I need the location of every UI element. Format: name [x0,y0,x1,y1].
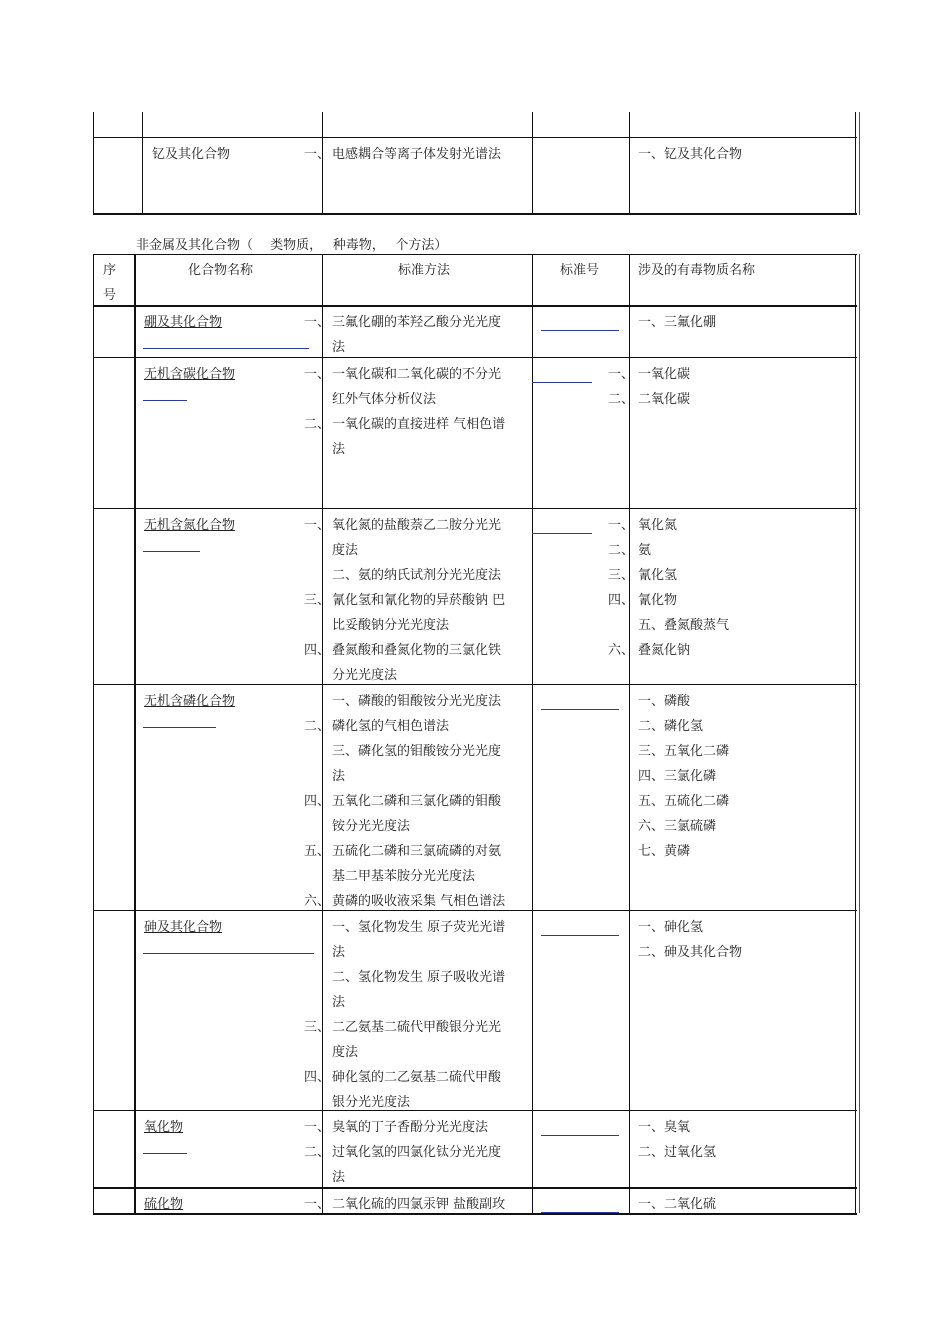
table-border [532,254,533,1213]
method-text: 分光光度法 [332,668,398,683]
standard-no-blank [532,533,592,534]
substance-text: 六、三氯硫磷 [638,819,717,834]
method-text: 叠氮酸和叠氮化物的三氯化铁 [332,643,502,658]
method-text: 一、氢化物发生 原子荧光光谱 [332,920,506,935]
method-prefix: 四、 [304,794,331,809]
method-text: 法 [332,945,346,960]
method-prefix: 一、 [304,1120,331,1135]
method-prefix: 三、 [304,593,331,608]
method-text: 比妥酸钠分光光度法 [332,618,450,633]
method-text: 二、氨的纳氏试剂分光光度法 [332,568,502,583]
substance-prefix: 六、 [608,643,635,658]
method-text: 度法 [332,543,359,558]
method-prefix: 四、 [304,643,331,658]
standard-no-blank [541,935,619,936]
header-standard-no: 标准号 [560,263,600,278]
table-border [142,112,143,215]
substance-prefix: 四、 [608,593,635,608]
compound-name: 无机含氮化合物 [144,518,236,533]
section-caption: 非金属及其化合物（ 类物质， 种毒物， 个方法） [136,238,448,253]
standard-no-blank [541,1135,619,1136]
method-text: 二、氢化物发生 原子吸收光谱 [332,970,506,985]
substance-text: 一、三氟化硼 [638,315,717,330]
method-prefix: 一、 [304,315,331,330]
method-text: 五氧化二磷和三氯化磷的钼酸 [332,794,502,809]
substance-text: 二氧化碳 [638,392,691,407]
method-text: 过氧化氢的四氯化钛分光光度 [332,1145,502,1160]
substance-text: 一、臭氧 [638,1120,691,1135]
compound-name: 硫化物 [144,1197,184,1212]
substance-text: 五、叠氮酸蒸气 [638,618,730,633]
method-prefix: 三、 [304,1020,331,1035]
method-text: 法 [332,1170,346,1185]
substance-prefix: 二、 [608,392,635,407]
method-prefix: 一、 [304,1197,331,1212]
method-text: 基二甲基苯胺分光光度法 [332,869,476,884]
substance-text: 一、磷酸 [638,694,691,709]
table-border [93,305,857,307]
substance-text: 一氧化碳 [638,367,691,382]
method-text: 臭氧的丁子香酚分光光度法 [332,1120,489,1135]
method-prefix: 二、 [304,1145,331,1160]
substance-text: 叠氮化钠 [638,643,691,658]
standard-no-blank [532,382,592,383]
substance-text: 四、三氯化磷 [638,769,717,784]
method-text: 法 [332,442,346,457]
method-text: 电感耦合等离子体发射光谱法 [332,147,502,162]
table-border [93,1110,857,1111]
compound-underline [143,1153,187,1154]
substance-text: 一、钇及其化合物 [638,147,743,162]
method-text: 磷化氢的气相色谱法 [332,719,450,734]
table-border [93,213,857,215]
standard-no-blank [541,709,619,710]
method-prefix: 二、 [304,719,331,734]
table-border [532,112,533,215]
method-text: 砷化氢的二乙氨基二硫代甲酸 [332,1070,502,1085]
substance-text: 二、过氧化氢 [638,1145,717,1160]
substance-prefix: 一、 [608,367,635,382]
method-text: 银分光光度法 [332,1095,411,1110]
substance-text: 氰化物 [638,593,678,608]
method-text: 铵分光光度法 [332,819,411,834]
substance-text: 五、五硫化二磷 [638,794,730,809]
substance-text: 氰化氢 [638,568,678,583]
table-border [855,254,860,1213]
table-border [93,254,94,1213]
method-prefix: 一、 [304,518,331,533]
method-text: 氰化氢和氰化物的异菸酸钠 巴 [332,593,506,608]
compound-name: 钇及其化合物 [152,147,231,162]
substance-text: 二、磷化氢 [638,719,704,734]
header-substances: 涉及的有毒物质名称 [638,263,756,278]
table-border [93,684,857,685]
table-border [134,254,136,1213]
table-border [93,137,857,138]
compound-name: 无机含碳化合物 [144,367,236,382]
method-text: 一氧化碳的直接进样 气相色谱 [332,417,506,432]
table-border [93,357,857,358]
method-text: 法 [332,995,346,1010]
substance-text: 七、黄磷 [638,844,691,859]
substance-text: 三、五氧化二磷 [638,744,730,759]
method-prefix: 四、 [304,1070,331,1085]
method-prefix: 六、 [304,894,331,909]
compound-underline [143,551,200,552]
table-border [93,1187,857,1189]
table-border [93,112,94,215]
substance-text: 二、砷及其化合物 [638,945,743,960]
compound-underline [143,348,309,349]
compound-underline [143,400,187,401]
header-no: 号 [103,288,117,303]
compound-name: 砷及其化合物 [144,920,223,935]
substance-prefix: 二、 [608,543,635,558]
substance-text: 一、砷化氢 [638,920,704,935]
method-text: 二氧化硫的四氯汞钾 盐酸副玫 [332,1197,506,1212]
method-text: 黄磷的吸收液采集 气相色谱法 [332,894,506,909]
method-prefix: 一、 [304,367,331,382]
method-text: 二乙氨基二硫代甲酸银分光光 [332,1020,502,1035]
header-compound: 化合物名称 [188,263,254,278]
standard-no-blank [541,1212,619,1213]
table-border [855,112,860,215]
method-text: 一、磷酸的钼酸铵分光光度法 [332,694,502,709]
method-text: 一氧化碳和二氧化碳的不分光 [332,367,502,382]
table-border [93,508,857,509]
substance-text: 氨 [638,543,652,558]
substance-text: 一、二氧化硫 [638,1197,717,1212]
substance-text: 氧化氮 [638,518,678,533]
method-text: 三、磷化氢的钼酸铵分光光度 [332,744,502,759]
method-text: 法 [332,769,346,784]
method-text: 红外气体分析仪法 [332,392,437,407]
table-border [629,112,630,215]
header-method: 标准方法 [398,263,451,278]
compound-name: 氧化物 [144,1120,184,1135]
header-no: 序 [103,263,117,278]
compound-underline [143,727,216,728]
method-text: 氧化氮的盐酸萘乙二胺分光光 [332,518,502,533]
compound-name: 无机含磷化合物 [144,694,236,709]
method-text: 法 [332,340,346,355]
method-text: 度法 [332,1045,359,1060]
method-prefix: 五、 [304,844,331,859]
method-text: 三氟化硼的苯羟乙酸分光光度 [332,315,502,330]
compound-name: 硼及其化合物 [144,315,223,330]
substance-prefix: 三、 [608,568,635,583]
table-border [93,254,857,255]
method-prefix: 一、 [304,147,331,162]
standard-no-blank [541,330,619,331]
substance-prefix: 一、 [608,518,635,533]
method-text: 五硫化二磷和三氯硫磷的对氨 [332,844,502,859]
method-prefix: 二、 [304,417,331,432]
compound-underline [143,953,314,954]
